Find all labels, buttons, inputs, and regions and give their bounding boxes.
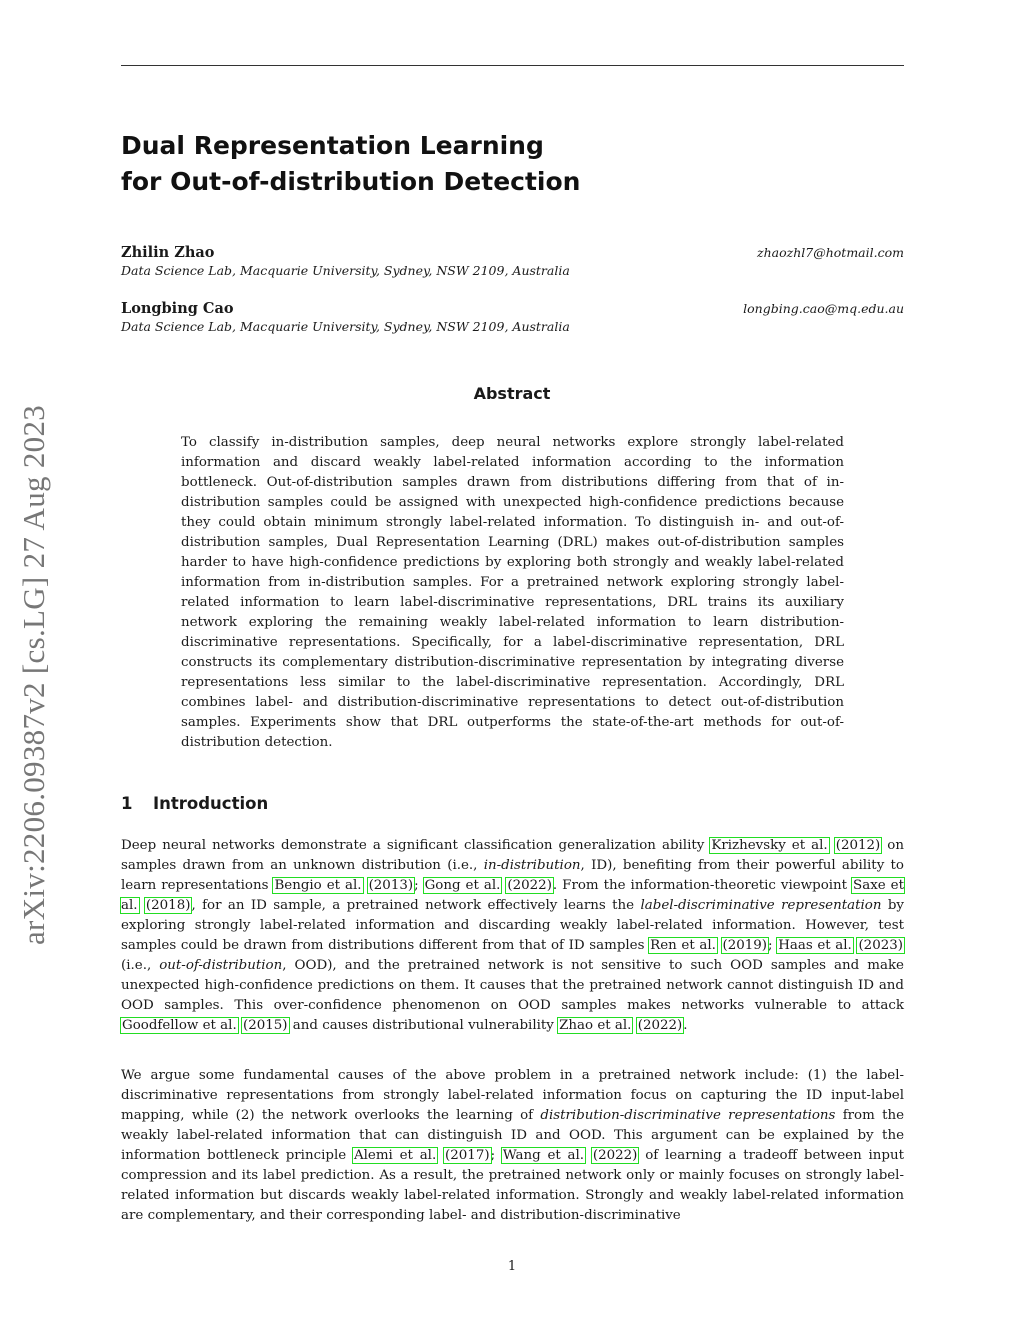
- page-number: 1: [507, 1259, 517, 1274]
- citation-year-link[interactable]: (2022): [507, 878, 552, 893]
- citation-link[interactable]: Krizhevsky et al.: [711, 838, 828, 853]
- section-number: 1: [121, 794, 133, 813]
- text-run: ;: [768, 938, 778, 953]
- text-run: , OOD), and the pretrained network is not sensitive to such OOD samples and make unexpected high-confidence predictions on them. It causes that the pretrained network cannot distinguish ID and OOD samples. This over-confidence phenomenon on OOD samples makes networks vulnerable to attack: [121, 958, 904, 1013]
- title-line-1: Dual Representation Learning: [121, 131, 544, 160]
- author-name: Longbing Cao: [121, 300, 234, 317]
- abstract-text: To classify in-distribution samples, deep neural networks explore strongly label-related information and discard weakly label-related information according to the information bottleneck. Out-of-distribution samples drawn from distributions differing from that of in-distribution samples could be assigned with unexpected high-confidence predictions because they could obtain minimum strongly label-related information. To distinguish in- and out-of-distribution samples, Dual Representation Learning (DRL) makes out-of-distribution samples harder to have high-confidence predictions by exploring both strongly and weakly label-related information from in-distribution samples. For a pretrained network exploring strongly label-related information to learn label-discriminative representations, DRL trains its auxiliary network exploring the remaining weakly label-related information to learn distribution-discriminative representations. Specifically, for a label-discriminative representation, DRL constructs its complementary distribution-discriminative representation by integrating diverse representations less similar to the label-discriminative representation. Accordingly, DRL combines label- and distribution-discriminative representations to detect out-of-distribution samples. Experiments show that DRL outperforms the state-of-the-art methods for out-of-distribution detection.: [181, 435, 844, 750]
- intro-paragraph-1: [121, 836, 904, 1036]
- citation-link[interactable]: Haas et al.: [778, 938, 852, 953]
- text-run: , ID), benefiting from their powerful ability to learn representations: [121, 858, 904, 893]
- author-affiliation: Data Science Lab, Macquarie University, Sydney, NSW 2109, Australia: [121, 319, 570, 334]
- text-run: . From the information-theoretic viewpoint: [552, 878, 853, 893]
- citation-link[interactable]: Wang et al.: [502, 1148, 585, 1163]
- text-run: We argue some fundamental causes of the above problem in a pretrained network include: (1) the label-discriminative representations from strongly label-related information focus on capturing the ID input-label mapping, while (2) the network overlooks the learning of: [121, 1068, 904, 1123]
- citation-year-link[interactable]: (2022): [592, 1148, 638, 1163]
- text-run: (i.e.,: [121, 958, 160, 973]
- citation-link[interactable]: Goodfellow et al.: [122, 1018, 237, 1033]
- text-run: ;: [490, 1148, 502, 1163]
- author-name: Zhilin Zhao: [121, 244, 215, 261]
- citation-link[interactable]: Saxe et al.: [121, 878, 904, 913]
- citation-year-link[interactable]: (2019): [722, 938, 768, 953]
- text-run: ;: [414, 878, 424, 893]
- section-heading-introduction: [121, 792, 904, 816]
- citation-year-link[interactable]: (2017): [445, 1148, 490, 1163]
- citation-link[interactable]: Bengio et al.: [274, 878, 362, 893]
- title-line-2: for Out-of-distribution Detection: [121, 167, 581, 196]
- citation-year-link[interactable]: (2023): [858, 938, 903, 953]
- citation-link[interactable]: Ren et al.: [650, 938, 716, 953]
- author-email[interactable]: zhaozhl7@hotmail.com: [757, 245, 904, 260]
- author-affiliation: Data Science Lab, Macquarie University, Sydney, NSW 2109, Australia: [121, 263, 570, 278]
- author-block-1: [121, 243, 904, 280]
- citation-link[interactable]: Gong et al.: [424, 878, 501, 893]
- top-rule: [121, 65, 904, 66]
- emphasis-text: label-discriminative representation: [640, 898, 882, 913]
- citation-link[interactable]: Zhao et al.: [559, 1018, 632, 1033]
- paper-title: [121, 128, 821, 200]
- author-email[interactable]: longbing.cao@mq.edu.au: [743, 301, 904, 316]
- text-run: and causes distributional vulnerability: [288, 1018, 559, 1033]
- text-run: on samples drawn from an unknown distribution (i.e.,: [121, 838, 904, 873]
- text-run: .: [683, 1018, 688, 1033]
- intro-paragraph-2: [121, 1066, 904, 1226]
- text-run: from the weakly label-related information that can distinguish ID and OOD. This argument can be explained by the information bottleneck principle: [121, 1108, 905, 1163]
- citation-year-link[interactable]: (2012): [835, 838, 881, 853]
- text-run: Deep neural networks demonstrate a significant classification generalization ability: [121, 838, 711, 853]
- emphasis-text: out-of-distribution: [159, 958, 283, 973]
- arxiv-identifier: arXiv:2206.09387v2 [cs.LG] 27 Aug 2023: [16, 404, 51, 945]
- author-block-2: [121, 299, 904, 336]
- citation-year-link[interactable]: (2015): [242, 1018, 288, 1033]
- abstract-heading: Abstract: [473, 384, 551, 403]
- emphasis-text: in-distribution: [483, 858, 581, 873]
- citation-year-link[interactable]: (2018): [145, 898, 191, 913]
- text-run: by exploring strongly label-related information and discarding weakly label-related information. However, test samples could be drawn from distributions different from that of ID samples: [121, 898, 904, 953]
- citation-link[interactable]: Alemi et al.: [353, 1148, 437, 1163]
- text-run: of learning a tradeoff between input compression and its label prediction. As a result, the pretrained network only or mainly focuses on strongly label-related information but discards weakly label-related information. Strongly and weakly label-related information are complementary, and their corresponding label- and distribution-discriminative: [121, 1148, 904, 1223]
- citation-year-link[interactable]: (2022): [637, 1018, 683, 1033]
- section-title: Introduction: [153, 794, 269, 813]
- text-run: , for an ID sample, a pretrained network effectively learns the: [191, 898, 641, 913]
- emphasis-text: distribution-discriminative representations: [540, 1108, 836, 1123]
- citation-year-link[interactable]: (2013): [368, 878, 414, 893]
